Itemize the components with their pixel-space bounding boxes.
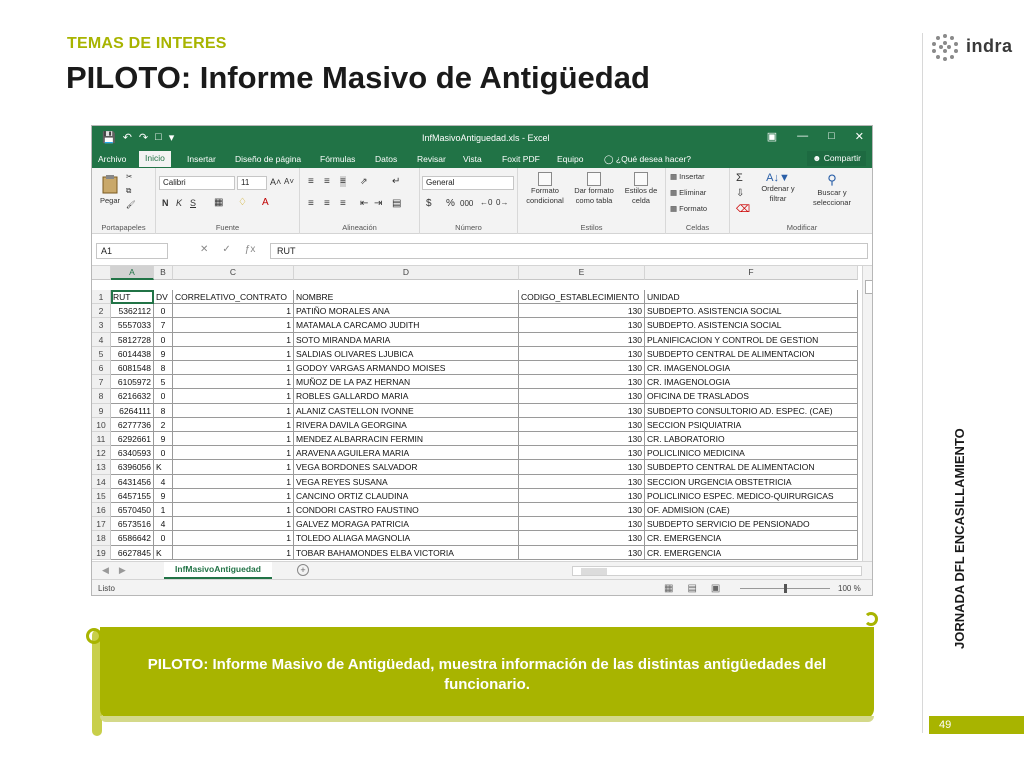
tab-insertar[interactable]: Insertar	[187, 154, 216, 164]
vertical-section-label: JORNADA DFL ENCASILLAMIENTO	[952, 428, 967, 649]
status-text: Listo	[98, 584, 115, 593]
row-header[interactable]: 13	[92, 460, 111, 474]
redo-icon[interactable]: ↷	[138, 132, 149, 144]
table-cell[interactable]: 130	[519, 375, 645, 389]
row-header[interactable]: 4	[92, 333, 111, 347]
column-header-d[interactable]: D	[294, 266, 519, 280]
format-as-table-label: Dar formato como tabla	[574, 186, 614, 205]
group-label: Número	[455, 223, 482, 232]
table-cell[interactable]: 1	[173, 531, 294, 545]
table-cell[interactable]: 1	[173, 546, 294, 560]
currency-icon[interactable]: $	[426, 198, 432, 209]
table-cell[interactable]: 1	[173, 333, 294, 347]
orientation-icon[interactable]: ⇗	[360, 176, 368, 186]
borders-icon[interactable]: ▦	[214, 197, 224, 208]
group-label: Estilos	[580, 223, 603, 232]
table-cell[interactable]: 130	[519, 404, 645, 418]
header-cell[interactable]: UNIDAD	[645, 290, 858, 304]
undo-icon[interactable]: ↶	[122, 132, 132, 144]
lightbulb-icon: ◯	[604, 154, 614, 164]
share-button[interactable]	[807, 151, 866, 166]
close-icon[interactable]: ✕	[854, 131, 864, 143]
group-estilos	[518, 168, 666, 234]
table-cell[interactable]: 1	[173, 389, 294, 403]
table-cell[interactable]: 130	[519, 531, 645, 545]
table-cell[interactable]: 0	[154, 304, 173, 318]
conditional-format-icon	[538, 172, 552, 186]
select-all-corner[interactable]	[92, 266, 111, 280]
table-cell[interactable]: MATAMALA CARCAMO JUDITH	[294, 318, 519, 332]
table-cell[interactable]: TOLEDO ALIAGA MAGNOLIA	[294, 531, 519, 545]
percent-icon[interactable]: %	[446, 198, 455, 209]
table-cell[interactable]: SUBDEPTO CENTRAL DE ALIMENTACION	[645, 460, 858, 474]
table-cell[interactable]: POLICLINICO MEDICINA	[645, 446, 858, 460]
customize-toolbar-icon[interactable]: ▾	[168, 132, 175, 144]
table-cell[interactable]: SUBDEPTO. ASISTENCIA SOCIAL	[645, 304, 858, 318]
cell-styles-button[interactable]	[620, 172, 662, 206]
format-table-icon	[587, 172, 601, 186]
tab-diseno-pagina[interactable]: Diseño de página	[235, 154, 302, 164]
cancel-icon[interactable]: ✕	[200, 244, 209, 255]
indra-logo-icon	[930, 32, 960, 62]
spreadsheet-grid[interactable]	[92, 266, 862, 561]
tab-foxit-pdf[interactable]: Foxit PDF	[502, 154, 540, 164]
column-header-c[interactable]: C	[173, 266, 294, 280]
table-cell[interactable]: 6264111	[111, 404, 154, 418]
table-cell[interactable]: K	[154, 460, 173, 474]
table-cell[interactable]: 6277736	[111, 418, 154, 432]
scroll-thumb[interactable]	[581, 568, 607, 575]
insert-cells-button[interactable]: ▦ Insertar	[670, 172, 705, 181]
align-right-icon[interactable]: ≡	[340, 198, 346, 209]
format-as-table-button[interactable]	[570, 172, 618, 206]
table-cell[interactable]: 1	[173, 446, 294, 460]
formula-bar	[92, 234, 872, 266]
quick-access-toolbar	[102, 131, 174, 144]
table-cell[interactable]: MENDEZ ALBARRACIN FERMIN	[294, 432, 519, 446]
table-cell[interactable]: CR. IMAGENOLOGIA	[645, 375, 858, 389]
delete-label: Eliminar	[679, 188, 707, 197]
column-header-b[interactable]: B	[154, 266, 173, 280]
table-cell[interactable]: 1	[173, 503, 294, 517]
table-cell[interactable]: 130	[519, 333, 645, 347]
table-cell[interactable]: 1	[173, 475, 294, 489]
align-top-icon[interactable]: ≡	[308, 176, 314, 187]
table-cell[interactable]: 130	[519, 432, 645, 446]
font-color-icon[interactable]: A	[262, 197, 269, 208]
row-header[interactable]: 9	[92, 404, 111, 418]
sort-filter-button[interactable]	[756, 172, 800, 204]
table-cell[interactable]: 8	[154, 361, 173, 375]
table-cell[interactable]: 1	[173, 418, 294, 432]
sheet-tab[interactable]: InfMasivoAntiguedad	[164, 562, 272, 579]
table-cell[interactable]: 1	[154, 503, 173, 517]
scroll-thumb[interactable]	[865, 280, 873, 294]
row-header[interactable]: 7	[92, 375, 111, 389]
table-cell[interactable]: 9	[154, 489, 173, 503]
next-sheet-icon[interactable]: ▶	[118, 565, 126, 575]
page-break-icon[interactable]: ▣	[710, 583, 721, 594]
group-label: Portapapeles	[101, 223, 146, 232]
save-icon[interactable]: 💾	[102, 132, 116, 144]
table-cell[interactable]: MUÑOZ DE LA PAZ HERNAN	[294, 375, 519, 389]
tab-archivo[interactable]: Archivo	[98, 154, 127, 164]
number-format-select[interactable]: General	[422, 176, 514, 190]
row-header[interactable]: 17	[92, 517, 111, 531]
group-numero	[420, 168, 518, 234]
table-cell[interactable]: 4	[154, 475, 173, 489]
table-cell[interactable]: 6292661	[111, 432, 154, 446]
table-cell[interactable]: SECCION URGENCIA OBSTETRICIA	[645, 475, 858, 489]
table-cell[interactable]: PLANIFICACION Y CONTROL DE GESTION	[645, 333, 858, 347]
conditional-format-label: Formato condicional	[526, 186, 564, 205]
table-cell[interactable]: 1	[173, 361, 294, 375]
table-cell[interactable]: 5	[154, 375, 173, 389]
row-header[interactable]: 11	[92, 432, 111, 446]
zoom-level[interactable]: 100 %	[838, 584, 861, 593]
table-cell[interactable]: 130	[519, 418, 645, 432]
table-cell[interactable]: 1	[173, 517, 294, 531]
underline-icon[interactable]: S	[190, 198, 197, 208]
user-icon: ☻	[812, 153, 822, 163]
formula-input[interactable]: RUT	[270, 243, 868, 259]
wrap-text-icon[interactable]: ↵	[392, 176, 401, 187]
view-buttons	[664, 583, 720, 594]
table-cell[interactable]: CONDORI CASTRO FAUSTINO	[294, 503, 519, 517]
shrink-font-icon[interactable]: A˅	[284, 177, 295, 186]
share-label: Compartir	[823, 153, 861, 163]
sheet-tab-bar	[92, 561, 872, 579]
divider	[922, 33, 923, 733]
table-cell[interactable]: ALANIZ CASTELLON IVONNE	[294, 404, 519, 418]
table-cell[interactable]: OFICINA DE TRASLADOS	[645, 389, 858, 403]
column-header-e[interactable]: E	[519, 266, 645, 280]
sheet-nav	[102, 565, 126, 576]
slide-title: PILOTO: Informe Masivo de Antigüedad	[66, 60, 650, 95]
table-cell[interactable]: 130	[519, 503, 645, 517]
decrease-indent-icon[interactable]: ⇤	[360, 198, 369, 209]
find-select-label: Buscar y seleccionar	[813, 188, 851, 207]
table-cell[interactable]: 5362112	[111, 304, 154, 318]
ribbon	[92, 168, 872, 234]
clear-icon[interactable]: ⌫	[736, 204, 751, 215]
table-cell[interactable]: 130	[519, 546, 645, 560]
table-cell[interactable]: 6573516	[111, 517, 154, 531]
table-cell[interactable]: 6014438	[111, 347, 154, 361]
table-cell[interactable]: PATIÑO MORALES ANA	[294, 304, 519, 318]
font-size-select[interactable]: 11	[237, 176, 267, 190]
row-header[interactable]: 15	[92, 489, 111, 503]
table-cell[interactable]: POLICLINICO ESPEC. MEDICO-QUIRURGICAS	[645, 489, 858, 503]
grid-spacer	[111, 280, 862, 290]
group-fuente	[156, 168, 300, 234]
tab-inicio[interactable]: Inicio	[139, 151, 171, 167]
table-cell[interactable]: 5812728	[111, 333, 154, 347]
clipboard-icon	[101, 174, 119, 194]
table-cell[interactable]: VEGA REYES SUSANA	[294, 475, 519, 489]
table-cell[interactable]: 0	[154, 446, 173, 460]
copy-icon[interactable]: ⧉	[126, 186, 132, 195]
table-cell[interactable]: 130	[519, 389, 645, 403]
row-header[interactable]: 19	[92, 546, 111, 560]
row-header[interactable]: 10	[92, 418, 111, 432]
cell-styles-label: Estilos de celda	[624, 186, 658, 205]
status-bar	[92, 579, 872, 596]
table-cell[interactable]: 130	[519, 347, 645, 361]
normal-view-icon[interactable]: ▦	[664, 583, 674, 594]
table-cell[interactable]: 6431456	[111, 475, 154, 489]
merge-center-icon[interactable]: ▤	[392, 198, 402, 209]
header-cell[interactable]: CODIGO_ESTABLECIMIENTO	[519, 290, 645, 304]
font-name-select[interactable]: Calibri	[159, 176, 235, 190]
slide-kicker: TEMAS DE INTERES	[67, 35, 227, 52]
brand-logo	[930, 32, 1020, 62]
tab-equipo[interactable]: Equipo	[557, 154, 584, 164]
table-cell[interactable]: TOBAR BAHAMONDES ELBA VICTORIA	[294, 546, 519, 560]
table-cell[interactable]: 6340593	[111, 446, 154, 460]
sort-filter-label: Ordenar y filtrar	[761, 184, 795, 203]
header-cell[interactable]: CORRELATIVO_CONTRATO	[173, 290, 294, 304]
conditional-format-button[interactable]	[522, 172, 568, 206]
table-cell[interactable]: CANCINO ORTIZ CLAUDINA	[294, 489, 519, 503]
table-cell[interactable]: GALVEZ MORAGA PATRICIA	[294, 517, 519, 531]
table-cell[interactable]: SECCION PSIQUIATRIA	[645, 418, 858, 432]
decrease-decimal-icon[interactable]: 0→	[496, 198, 509, 207]
table-cell[interactable]: 130	[519, 475, 645, 489]
group-modificar	[730, 168, 873, 234]
group-label: Alineación	[342, 223, 377, 232]
table-cell[interactable]: 6570450	[111, 503, 154, 517]
increase-decimal-icon[interactable]: ←0	[480, 198, 493, 207]
zoom-slider[interactable]	[740, 588, 830, 589]
table-cell[interactable]: SUBDEPTO CONSULTORIO AD. ESPEC. (CAE)	[645, 404, 858, 418]
insert-label: Insertar	[679, 172, 705, 181]
header-cell[interactable]: DV	[154, 290, 173, 304]
minimize-icon[interactable]: —	[797, 130, 809, 142]
table-cell[interactable]: 6081548	[111, 361, 154, 375]
format-cells-button[interactable]: ▦ Formato	[670, 204, 708, 213]
table-cell[interactable]: 130	[519, 318, 645, 332]
brand-name: indra	[966, 36, 1013, 56]
table-cell[interactable]: CR. EMERGENCIA	[645, 531, 858, 545]
prev-sheet-icon[interactable]: ◀	[102, 565, 109, 575]
tell-me-label: ¿Qué desea hacer?	[615, 154, 692, 164]
tab-datos[interactable]: Datos	[375, 154, 398, 164]
table-cell[interactable]: VEGA BORDONES SALVADOR	[294, 460, 519, 474]
maximize-icon[interactable]: □	[828, 130, 835, 142]
window-title: InfMasivoAntiguedad.xls - Excel	[422, 133, 550, 143]
grow-font-icon[interactable]: A˄	[270, 177, 282, 187]
sort-filter-icon: A↓▼	[766, 172, 790, 184]
ribbon-tabs	[92, 150, 872, 168]
table-cell[interactable]: GODOY VARGAS ARMANDO MOISES	[294, 361, 519, 375]
table-cell[interactable]: 6627845	[111, 546, 154, 560]
column-header-a[interactable]: A	[111, 266, 154, 280]
italic-icon[interactable]: K	[176, 198, 183, 208]
table-cell[interactable]: 6105972	[111, 375, 154, 389]
table-cell[interactable]: SOTO MIRANDA MARIA	[294, 333, 519, 347]
table-cell[interactable]: CR. EMERGENCIA	[645, 546, 858, 560]
formula-icons	[200, 244, 255, 255]
row-header[interactable]: 18	[92, 531, 111, 545]
table-cell[interactable]: 130	[519, 304, 645, 318]
table-cell[interactable]: 1	[173, 460, 294, 474]
table-cell[interactable]: 0	[154, 531, 173, 545]
row-header[interactable]: 6	[92, 361, 111, 375]
bold-icon[interactable]: N	[162, 198, 169, 208]
table-cell[interactable]: ROBLES GALLARDO MARIA	[294, 389, 519, 403]
table-cell[interactable]: 1	[173, 432, 294, 446]
tab-formulas[interactable]: Fórmulas	[320, 154, 356, 164]
table-cell[interactable]: 130	[519, 517, 645, 531]
row-header[interactable]: 14	[92, 475, 111, 489]
table-cell[interactable]: 6457155	[111, 489, 154, 503]
table-cell[interactable]: 130	[519, 460, 645, 474]
cell-styles-icon	[634, 172, 648, 186]
table-cell[interactable]: 7	[154, 318, 173, 332]
excel-titlebar	[92, 126, 872, 150]
table-cell[interactable]: 130	[519, 361, 645, 375]
function-icon[interactable]: ƒx	[244, 244, 256, 255]
row-header[interactable]: 8	[92, 389, 111, 403]
callout-text: PILOTO: Informe Masivo de Antigüedad, muestra información de las distintas antigüedades del funcionario.	[147, 656, 827, 693]
align-middle-icon[interactable]: ≡	[324, 176, 330, 187]
table-cell[interactable]: 1	[173, 347, 294, 361]
window-controls	[767, 130, 864, 143]
table-cell[interactable]: 1	[173, 404, 294, 418]
table-cell[interactable]: 4	[154, 517, 173, 531]
table-cell[interactable]: 1	[173, 489, 294, 503]
table-cell[interactable]: 6396056	[111, 460, 154, 474]
column-header-f[interactable]: F	[645, 266, 858, 280]
table-cell[interactable]: SUBDEPTO. ASISTENCIA SOCIAL	[645, 318, 858, 332]
magnifier-icon: ⚲	[827, 172, 837, 187]
table-cell[interactable]: 2	[154, 418, 173, 432]
tab-revisar[interactable]: Revisar	[417, 154, 446, 164]
add-sheet-icon[interactable]: +	[297, 564, 309, 576]
format-label: Formato	[679, 204, 708, 213]
header-cell[interactable]: NOMBRE	[294, 290, 519, 304]
name-box[interactable]: A1	[96, 243, 168, 259]
table-cell[interactable]: 9	[154, 432, 173, 446]
new-file-icon[interactable]: □	[155, 131, 162, 143]
table-cell[interactable]: CR. LABORATORIO	[645, 432, 858, 446]
table-cell[interactable]: SUBDEPTO SERVICIO DE PENSIONADO	[645, 517, 858, 531]
excel-window	[91, 125, 873, 596]
row-header[interactable]: 16	[92, 503, 111, 517]
delete-cells-button[interactable]: ▦ Eliminar	[670, 188, 707, 197]
ribbon-options-icon[interactable]: ▣	[766, 131, 778, 143]
increase-indent-icon[interactable]: ⇥	[374, 198, 383, 209]
find-select-button[interactable]	[806, 172, 858, 208]
fill-icon[interactable]: ⇩	[736, 188, 745, 199]
row-header[interactable]: 12	[92, 446, 111, 460]
table-cell[interactable]: 0	[154, 389, 173, 403]
table-cell[interactable]: K	[154, 546, 173, 560]
table-cell[interactable]: 1	[173, 318, 294, 332]
table-cell[interactable]: 6586642	[111, 531, 154, 545]
table-cell[interactable]: 5557033	[111, 318, 154, 332]
table-cell[interactable]: 0	[154, 333, 173, 347]
enter-icon[interactable]: ✓	[222, 244, 231, 255]
paste-label: Pegar	[99, 196, 120, 205]
zoom-knob[interactable]	[784, 584, 787, 593]
table-cell[interactable]: 6216632	[111, 389, 154, 403]
table-cell[interactable]: CR. IMAGENOLOGIA	[645, 361, 858, 375]
table-cell[interactable]: 8	[154, 404, 173, 418]
table-cell[interactable]: 1	[173, 304, 294, 318]
align-left-icon[interactable]: ≡	[308, 198, 314, 209]
cut-icon[interactable]: ✂	[126, 172, 133, 181]
table-cell[interactable]: ARAVENA AGUILERA MARIA	[294, 446, 519, 460]
table-cell[interactable]: SUBDEPTO CENTRAL DE ALIMENTACION	[645, 347, 858, 361]
table-cell[interactable]: RIVERA DAVILA GEORGINA	[294, 418, 519, 432]
table-cell[interactable]: 130	[519, 489, 645, 503]
comma-style-icon[interactable]: 000	[460, 199, 474, 208]
tab-vista[interactable]: Vista	[463, 154, 482, 164]
horizontal-scrollbar[interactable]	[572, 566, 862, 576]
table-cell[interactable]: 130	[519, 446, 645, 460]
callout-hook-left	[86, 628, 102, 644]
group-celdas	[666, 168, 730, 234]
row-header[interactable]: 1	[92, 290, 111, 304]
group-label: Fuente	[215, 223, 240, 232]
callout-shadow	[100, 716, 874, 722]
page-number: 49	[929, 716, 1024, 734]
group-label: Celdas	[685, 223, 710, 232]
header-cell[interactable]: RUT	[111, 290, 154, 304]
table-cell[interactable]: OF. ADMISION (CAE)	[645, 503, 858, 517]
row-header[interactable]: 5	[92, 347, 111, 361]
format-painter-icon[interactable]: 🖌	[126, 200, 136, 209]
vertical-scrollbar[interactable]	[862, 266, 873, 561]
row-header[interactable]: 3	[92, 318, 111, 332]
group-alineacion	[300, 168, 420, 234]
paste-button[interactable]	[98, 174, 122, 210]
align-bottom-icon[interactable]: ≡	[340, 176, 346, 187]
align-center-icon[interactable]: ≡	[324, 198, 330, 209]
page-layout-icon[interactable]: ▤	[687, 583, 697, 594]
table-cell[interactable]: 9	[154, 347, 173, 361]
table-cell[interactable]: 1	[173, 375, 294, 389]
group-portapapeles	[92, 168, 156, 234]
fill-color-icon[interactable]: ♢	[238, 197, 247, 208]
group-label: Modificar	[786, 223, 818, 232]
table-cell[interactable]: SALDIAS OLIVARES LJUBICA	[294, 347, 519, 361]
autosum-icon[interactable]: Σ	[736, 172, 743, 184]
tell-me-search[interactable]	[604, 154, 691, 165]
callout-hook-right	[864, 612, 878, 626]
row-header[interactable]: 2	[92, 304, 111, 318]
